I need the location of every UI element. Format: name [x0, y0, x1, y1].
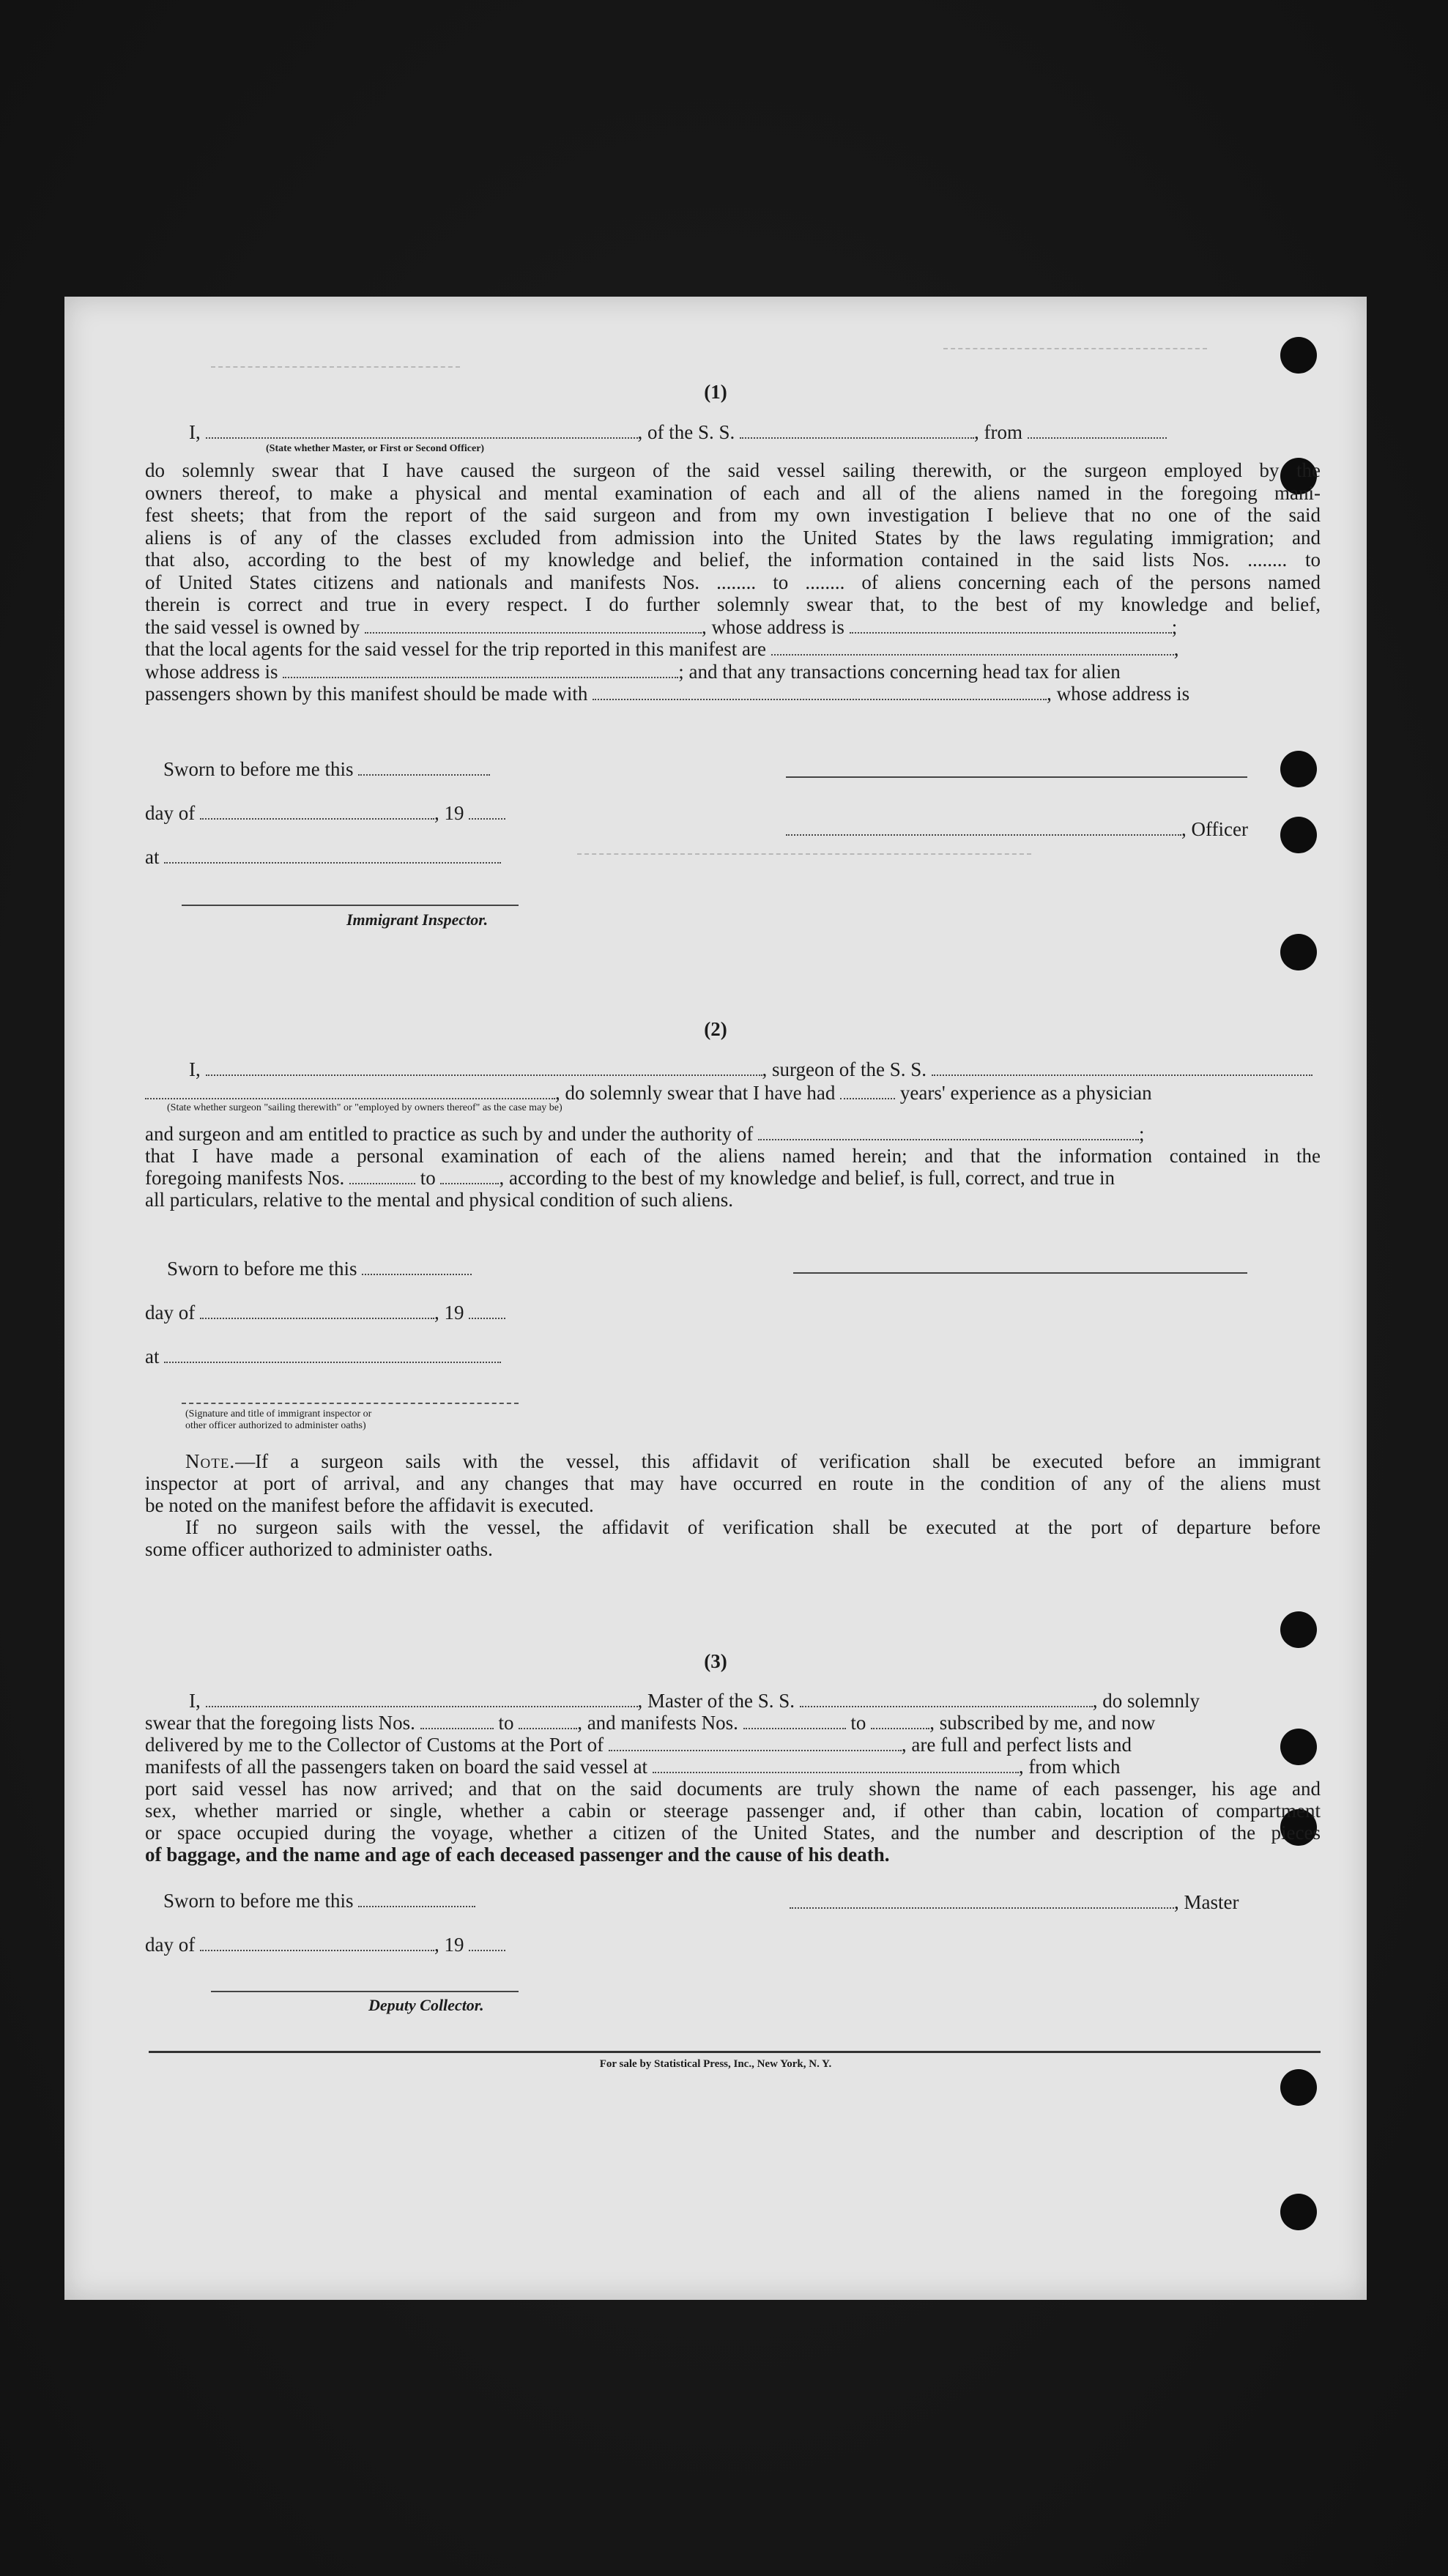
- sec1-paragraph-line: do solemnly swear that I have caused the surgeon of the said vessel sailing therewith, or the surgeon employed by the: [145, 459, 1321, 481]
- section-1-number: (1): [704, 381, 727, 403]
- surgeon-signature-line[interactable]: [793, 1272, 1247, 1274]
- sec1-paragraph-line: that also, according to the best of my knowledge and belief, the information contained in the said lists Nos. ........ to: [145, 549, 1321, 571]
- sec1-paragraph-line: owners thereof, to make a physical and mental examination of each and all of the aliens named in the foregoing mani-: [145, 482, 1321, 504]
- printer-imprint: For sale by Statistical Press, Inc., New York, N. Y.: [599, 2058, 832, 2070]
- text: foregoing manifests Nos.: [145, 1167, 345, 1189]
- day-field[interactable]: [200, 1935, 434, 1951]
- text: day of: [145, 802, 196, 824]
- year-field[interactable]: [469, 1935, 505, 1951]
- sec1-headtax-line: [145, 683, 1189, 705]
- text: , Officer: [1181, 818, 1248, 840]
- punch-hole: [1280, 337, 1317, 374]
- manifest-from-field[interactable]: [349, 1168, 415, 1184]
- text: , whose address is: [701, 616, 844, 638]
- sec2-day: [145, 1302, 505, 1324]
- text: —If a surgeon sails with the vessel, this affidavit of verification shall be executed before an immigrant: [235, 1450, 1321, 1472]
- inspector-signature-line[interactable]: [182, 1403, 519, 1404]
- sec2-line-1: [189, 1058, 1313, 1080]
- sec3-line-2: [145, 1712, 1155, 1734]
- text: , from which: [1018, 1756, 1121, 1778]
- note-line: some officer authorized to administer oaths.: [145, 1538, 493, 1560]
- text: I,: [189, 421, 201, 443]
- text: , are full and perfect lists and: [901, 1734, 1132, 1756]
- officer-signature-line[interactable]: [786, 776, 1247, 778]
- text: to: [420, 1167, 436, 1189]
- officer-rank-caption: (State whether Master, or First or Second Officer): [266, 443, 485, 454]
- note-line: If no surgeon sails with the vessel, the affidavit of verification shall be executed at the port of departure before: [185, 1516, 1321, 1538]
- caption-line: other officer authorized to administer oaths): [185, 1420, 366, 1431]
- sec2-para-3: [145, 1167, 1115, 1189]
- sec1-line-1: [189, 421, 1167, 443]
- departure-port-field[interactable]: [653, 1757, 1019, 1773]
- text: , surgeon of the S. S.: [762, 1058, 927, 1080]
- text: ;: [1171, 616, 1178, 638]
- text: Sworn to before me this: [167, 1258, 357, 1280]
- from-port-field[interactable]: [1028, 423, 1167, 439]
- collector-signature-line[interactable]: [211, 1991, 519, 1992]
- punch-hole: [1280, 934, 1317, 970]
- text: I,: [189, 1690, 201, 1712]
- sec1-address-line: [145, 661, 1121, 683]
- bleed-through: [577, 853, 1031, 855]
- sec1-paragraph-line: therein is correct and true in every respect. I do further solemnly swear that, to the best of my knowledge and belief,: [145, 593, 1321, 615]
- text: , from: [974, 421, 1022, 443]
- master-signature-field[interactable]: [790, 1893, 1174, 1909]
- text: , Master of the S. S.: [637, 1690, 795, 1712]
- collector-caption: Deputy Collector.: [368, 1996, 484, 2014]
- text: , Master: [1174, 1891, 1239, 1913]
- text: Sworn to before me this: [163, 1890, 354, 1912]
- text: at: [145, 1345, 160, 1367]
- surgeon-type-field[interactable]: [145, 1083, 555, 1099]
- manifest-back-page: [64, 297, 1367, 2300]
- place-field[interactable]: [164, 847, 501, 864]
- sec3-paragraph-line: or space occupied during the voyage, whether a citizen of the United States, and the number and description of the pieces: [145, 1822, 1321, 1844]
- sec1-agents-line: [145, 638, 1178, 660]
- day-field[interactable]: [200, 803, 434, 820]
- agents-address-field[interactable]: [283, 662, 678, 678]
- sec2-sworn: [167, 1258, 472, 1280]
- sec3-paragraph-line: of baggage, and the name and age of each deceased passenger and the cause of his death.: [145, 1844, 890, 1866]
- text: , subscribed by me, and now: [929, 1712, 1156, 1734]
- owner-address-field[interactable]: [850, 617, 1172, 634]
- day-field[interactable]: [200, 1303, 434, 1319]
- sec3-paragraph-line: sex, whether married or single, whether a cabin or steerage passenger and, if other than cabin, location of compartment: [145, 1800, 1321, 1822]
- sworn-date-field[interactable]: [358, 1891, 475, 1907]
- bleed-through: [211, 366, 460, 368]
- text: , and manifests Nos.: [577, 1712, 738, 1734]
- text: , 19: [434, 802, 464, 824]
- sec3-line-4: [145, 1756, 1121, 1778]
- manifests-to-field[interactable]: [871, 1713, 929, 1729]
- text: that the local agents for the said vessel for the trip reported in this manifest are: [145, 638, 766, 660]
- sec2-para-1: [145, 1123, 1145, 1145]
- text: , of the S. S.: [637, 421, 735, 443]
- sec3-sworn: [163, 1890, 475, 1912]
- text: , whose address is: [1047, 683, 1190, 705]
- text: and surgeon and am entitled to practice as such by and under the authority of: [145, 1123, 754, 1145]
- note-line: be noted on the manifest before the affidavit is executed.: [145, 1494, 594, 1516]
- text: ;: [1139, 1123, 1145, 1145]
- sec1-at: [145, 846, 501, 868]
- text: manifests of all the passengers taken on board the said vessel at: [145, 1756, 648, 1778]
- punch-hole: [1280, 817, 1317, 853]
- years-field[interactable]: [840, 1083, 895, 1099]
- manifest-to-field[interactable]: [440, 1168, 499, 1184]
- sec1-sworn: [163, 758, 490, 780]
- text: Sworn to before me this: [163, 758, 354, 780]
- punch-hole: [1280, 1729, 1317, 1765]
- sworn-date-field[interactable]: [362, 1259, 472, 1275]
- text: , 19: [434, 1302, 464, 1324]
- text: ; and that any transactions concerning head tax for alien: [678, 661, 1121, 683]
- officer-name-field[interactable]: [786, 820, 1181, 836]
- year-field[interactable]: [469, 803, 505, 820]
- inspector-caption: Immigrant Inspector.: [346, 910, 489, 929]
- sworn-date-field[interactable]: [358, 760, 490, 776]
- punch-hole: [1280, 2194, 1317, 2230]
- vessel-name-field[interactable]: [740, 423, 974, 439]
- lists-from-field[interactable]: [420, 1713, 494, 1729]
- sec1-day: [145, 802, 505, 824]
- text: passengers shown by this manifest should be made with: [145, 683, 588, 705]
- text: whose address is: [145, 661, 278, 683]
- text: years' experience as a physician: [899, 1082, 1152, 1104]
- footer-rule: [149, 2051, 1321, 2053]
- officer-rank-field[interactable]: [206, 423, 638, 439]
- text: I,: [189, 1058, 201, 1080]
- punch-hole: [1280, 2069, 1317, 2106]
- sec3-paragraph-line: port said vessel has now arrived; and that on the said documents are truly shown the name of each passenger, his age and: [145, 1778, 1321, 1800]
- owner-field[interactable]: [365, 617, 702, 634]
- text: day of: [145, 1302, 196, 1324]
- text: swear that the foregoing lists Nos.: [145, 1712, 415, 1734]
- surgeon-type-caption: (State whether surgeon "sailing therewith" or "employed by owners thereof" as the case may be): [167, 1102, 563, 1113]
- text: , 19: [434, 1934, 464, 1956]
- caption-line: (Signature and title of immigrant inspector or: [185, 1408, 372, 1419]
- text: delivered by me to the Collector of Customs at the Port of: [145, 1734, 604, 1756]
- sec2-paragraph-line: that I have made a personal examination of each of the aliens named herein; and that the information contained in the: [145, 1145, 1321, 1167]
- headtax-agent-field[interactable]: [593, 684, 1047, 700]
- section-3-number: (3): [704, 1650, 727, 1672]
- sec3-line-1: [189, 1690, 1200, 1712]
- sec1-paragraph-line: aliens is of any of the classes excluded from admission into the United States by the laws regulating immigration; and: [145, 527, 1321, 549]
- punch-hole: [1280, 1611, 1317, 1648]
- text: to: [498, 1712, 514, 1734]
- authority-field[interactable]: [758, 1124, 1139, 1140]
- vessel-name-field[interactable]: [800, 1691, 1093, 1707]
- section-2-number: (2): [704, 1018, 727, 1040]
- signature-caption: [185, 1408, 371, 1432]
- agents-field[interactable]: [771, 639, 1174, 656]
- text: , according to the best of my knowledge and belief, is full, correct, and true in: [499, 1167, 1115, 1189]
- manifests-from-field[interactable]: [743, 1713, 846, 1729]
- sec2-at: [145, 1345, 501, 1367]
- text: ,: [1173, 638, 1179, 660]
- place-field[interactable]: [164, 1347, 501, 1363]
- text: the said vessel is owned by: [145, 616, 360, 638]
- note-line-1: [145, 1450, 1321, 1473]
- sec2-line-2: [145, 1082, 1152, 1104]
- sec1-owner-line: [145, 616, 1177, 638]
- year-field[interactable]: [469, 1303, 505, 1319]
- lists-to-field[interactable]: [519, 1713, 577, 1729]
- sec1-paragraph-line: of United States citizens and nationals and manifests Nos. ........ to ........ of aliens concerning each of the persons named: [145, 571, 1321, 593]
- text: to: [850, 1712, 866, 1734]
- text: , do solemnly: [1092, 1690, 1200, 1712]
- vessel-name-field[interactable]: [932, 1060, 1313, 1076]
- punch-hole: [1280, 751, 1317, 787]
- sec3-line-3: [145, 1734, 1132, 1756]
- port-field[interactable]: [609, 1735, 902, 1751]
- bleed-through: [943, 348, 1207, 349]
- text: , do solemnly swear that I have had: [555, 1082, 836, 1104]
- note-line: inspector at port of arrival, and any changes that may have occurred en route in the condition of any of the aliens must: [145, 1472, 1321, 1494]
- master-name-field[interactable]: [206, 1691, 638, 1707]
- sec3-day: [145, 1934, 505, 1956]
- sec2-paragraph-line: all particulars, relative to the mental and physical condition of such aliens.: [145, 1189, 733, 1211]
- sec1-paragraph-line: fest sheets; that from the report of the said surgeon and from my own investigation I believe that no one of the said: [145, 504, 1321, 526]
- sec1-officer: [786, 818, 1248, 840]
- surgeon-name-field[interactable]: [206, 1060, 762, 1076]
- text: at: [145, 846, 160, 868]
- inspector-signature-line[interactable]: [182, 905, 519, 906]
- text: day of: [145, 1934, 196, 1956]
- sec3-master: [790, 1891, 1239, 1913]
- note-label: Note.: [185, 1450, 236, 1472]
